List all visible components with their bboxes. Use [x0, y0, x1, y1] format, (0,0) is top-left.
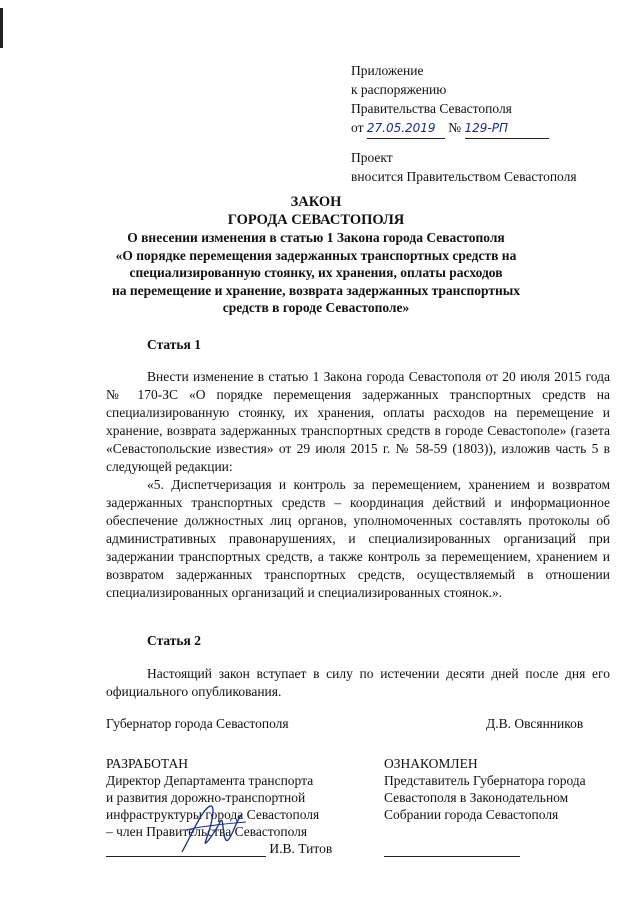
- article-1-paragraph-2: «5. Диспетчеризация и контроль за перемещением, хранением и возвратом задержанных транспортных средств – координация действий и информационное обеспечение должностных лиц органов, уполномоченных составлять протоколы об административных правонарушениях, и специализированных организаций при задержании транспортных средств, а также контроль за перемещением, хранением и возвратом задержанных транспортных средств, осуществляемый в отношении специализированных организаций и специализированных стоянок.».: [106, 477, 610, 600]
- project-line-2: вносится Правительством Севастополя: [351, 169, 577, 184]
- number-label: №: [448, 120, 462, 135]
- handwritten-date: 27.05.2019: [367, 119, 445, 139]
- heading-line: специализированную стоянку, их хранения, оплаты расходов: [129, 265, 503, 280]
- governor-name: Д.В. Овсянников: [486, 716, 584, 731]
- scan-edge-mark: [0, 8, 3, 48]
- article-2-body: [106, 665, 610, 701]
- attachment-line-2: к распоряжению: [351, 82, 447, 97]
- attachment-line-3: Правительства Севастополя: [351, 101, 512, 116]
- article-1-body: [106, 368, 610, 602]
- article-1-title: Статья 1: [147, 337, 201, 352]
- acquainted-block: [384, 755, 586, 857]
- acquainted-signature-line: [384, 840, 586, 857]
- developed-line-1: Директор Департамента транспорта: [106, 773, 314, 788]
- acquainted-line-3: Собрании города Севастополя: [384, 807, 559, 822]
- developed-line-2: и развития дорожно-транспортной: [106, 790, 306, 805]
- heading-line: средств в городе Севастополе»: [222, 300, 410, 315]
- acquainted-line-1: Представитель Губернатора города: [384, 773, 586, 788]
- governor-title: Губернатор города Севастополя: [106, 716, 289, 731]
- article-1-paragraph-1: Внести изменение в статью 1 Закона города Севастополя от 20 июля 2015 года № 170-ЗС «О порядке перемещения задержанных транспортных средств на специализированную стоянку, их хранения, оплаты расходов на перемещение и хранение, возврата задержанных транспортных средств в городе Севастополе» (газета «Севастопольские известия» от 29 июля 2015 г. № 58-59 (1803)), изложив часть 5 в следующей редакции:: [106, 369, 610, 474]
- handwritten-signature: [172, 800, 252, 860]
- heading-line: «О порядке перемещения задержанных транспортных средств на: [115, 247, 517, 263]
- heading-line: О внесении изменения в статью 1 Закона города Севастополя: [127, 230, 505, 245]
- handwritten-number: 129-РП: [465, 119, 549, 139]
- developed-line-3: инфраструктуры города Севастополя: [106, 807, 320, 822]
- project-line-1: Проект: [351, 150, 393, 165]
- from-label: от: [351, 120, 364, 135]
- heading-line: на перемещение и хранение, возврата задержанных транспортных: [111, 282, 521, 298]
- heading-title-1: ЗАКОН: [290, 194, 342, 210]
- attachment-block: [351, 61, 549, 139]
- attachment-date-line: [351, 118, 549, 139]
- developed-signer: И.В. Титов: [269, 841, 333, 856]
- article-2-paragraph-1: Настоящий закон вступает в силу по истечении десяти дней после дня его официального опубликования.: [106, 666, 610, 699]
- acquainted-header: ОЗНАКОМЛЕН: [384, 756, 478, 771]
- developed-line-4: – член Правительства Севастополя: [106, 824, 308, 839]
- project-block: [351, 148, 577, 186]
- attachment-line-1: Приложение: [351, 63, 424, 78]
- article-2-title: Статья 2: [147, 633, 201, 648]
- heading-title-2: ГОРОДА СЕВАСТОПОЛЯ: [227, 211, 405, 228]
- law-heading: [90, 194, 542, 317]
- acquainted-line-2: Севастополя в Законодательном: [384, 790, 569, 805]
- signature-underline: [384, 844, 520, 857]
- developed-header: РАЗРАБОТАН: [106, 756, 188, 771]
